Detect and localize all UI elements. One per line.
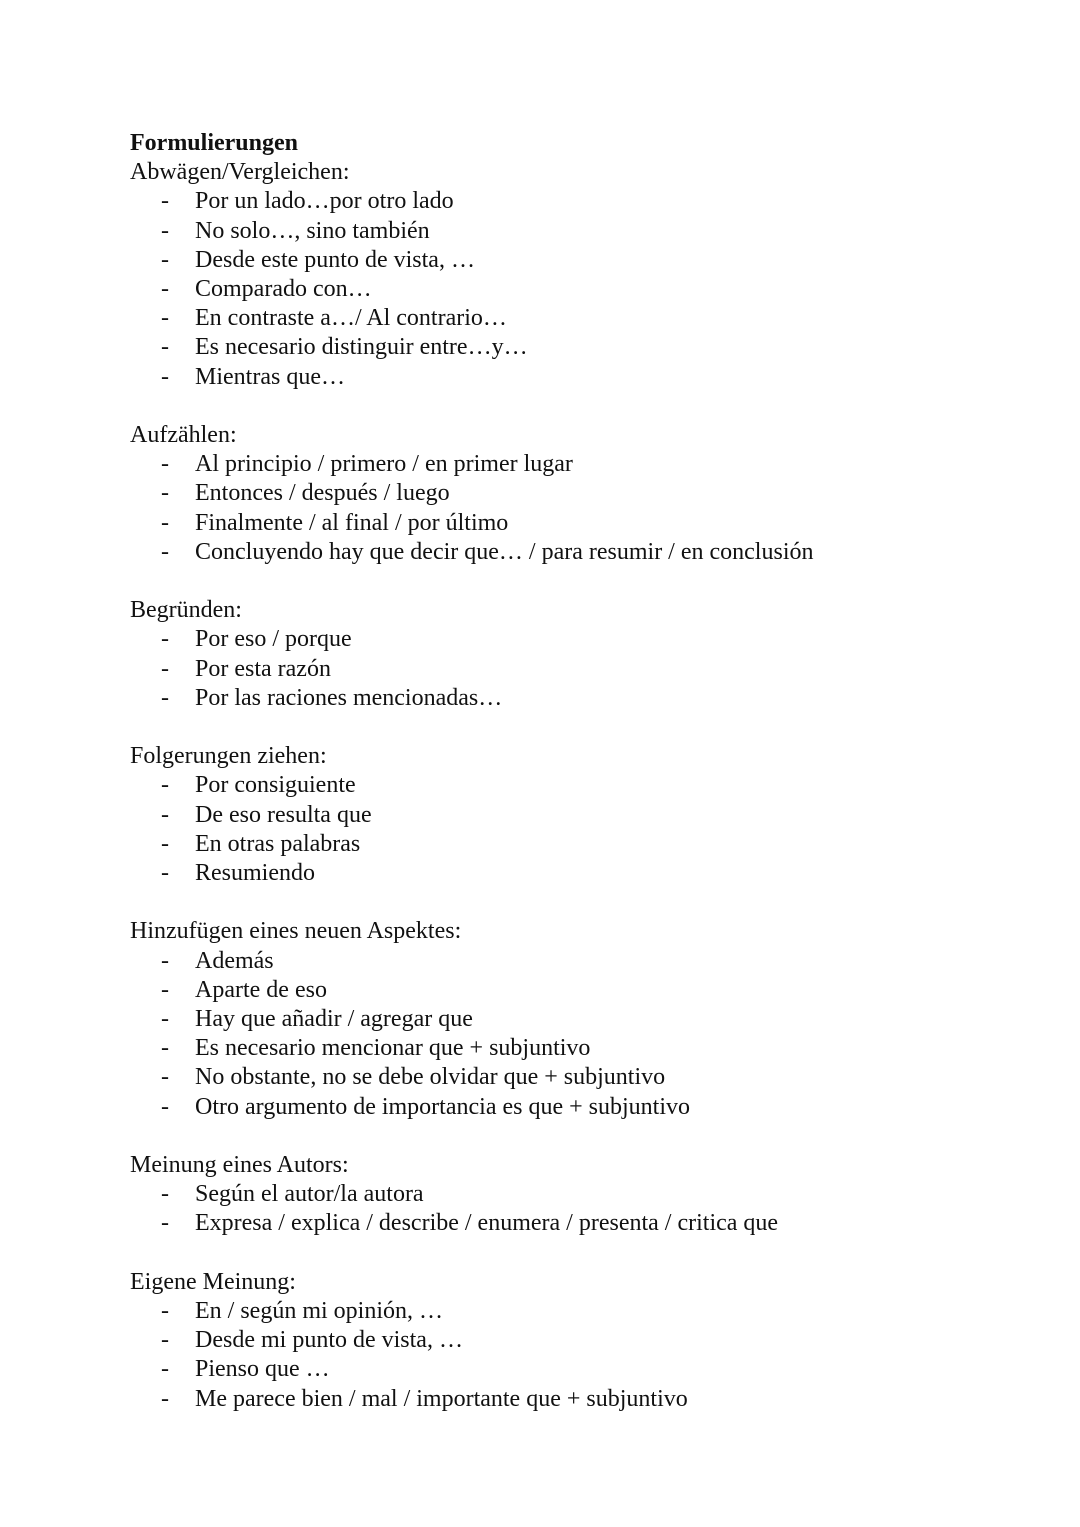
dash-bullet-icon: - [161, 188, 169, 215]
list-item [130, 333, 1030, 362]
section-heading: Aufzählen: [130, 422, 237, 449]
sections-container [130, 158, 1030, 1414]
list-item [130, 275, 1030, 304]
section [130, 742, 1030, 888]
section [130, 158, 1030, 392]
dash-bullet-icon: - [161, 626, 169, 653]
list-item-text: No solo…, sino también [195, 217, 430, 244]
list-item [130, 450, 1030, 479]
dash-bullet-icon: - [161, 451, 169, 478]
list-item [130, 1093, 1030, 1122]
list-item-text: Desde mi punto de vista, … [195, 1327, 463, 1354]
list-item-text: En / según mi opinión, … [195, 1298, 443, 1325]
dash-bullet-icon: - [161, 655, 169, 682]
list-item [130, 479, 1030, 508]
dash-bullet-icon: - [161, 305, 169, 332]
list-item-text: En contraste a…/ Al contrario… [195, 305, 507, 332]
list-item [130, 1063, 1030, 1092]
section-heading: Meinung eines Autors: [130, 1152, 349, 1179]
dash-bullet-icon: - [161, 363, 169, 390]
phrase-list [130, 1180, 1030, 1238]
list-item-text: Desde este punto de vista, … [195, 246, 475, 273]
list-item [130, 509, 1030, 538]
list-item-text: Comparado con… [195, 276, 372, 303]
dash-bullet-icon: - [161, 1035, 169, 1062]
list-item [130, 1385, 1030, 1414]
list-item [130, 684, 1030, 713]
list-item [130, 187, 1030, 216]
section [130, 917, 1030, 1121]
phrase-list [130, 1297, 1030, 1414]
dash-bullet-icon: - [161, 860, 169, 887]
dash-bullet-icon: - [161, 976, 169, 1003]
section [130, 421, 1030, 567]
list-item-text: Hay que añadir / agregar que [195, 1006, 473, 1033]
section-heading: Folgerungen ziehen: [130, 743, 327, 770]
list-item [130, 1355, 1030, 1384]
list-item-text: No obstante, no se debe olvidar que + subjuntivo [195, 1064, 666, 1091]
list-item [130, 625, 1030, 654]
list-item-text: En otras palabras [195, 830, 361, 857]
list-item [130, 1297, 1030, 1326]
section [130, 1268, 1030, 1414]
list-item [130, 1326, 1030, 1355]
dash-bullet-icon: - [161, 1181, 169, 1208]
section-heading: Abwägen/Vergleichen: [130, 159, 350, 186]
list-item-text: Pienso que … [195, 1356, 330, 1383]
list-item [130, 363, 1030, 392]
list-item [130, 1034, 1030, 1063]
dash-bullet-icon: - [161, 830, 169, 857]
list-item-text: Resumiendo [195, 860, 315, 887]
list-item [130, 217, 1030, 246]
list-item-text: Me parece bien / mal / importante que + subjuntivo [195, 1385, 688, 1412]
list-item-text: Finalmente / al final / por último [195, 509, 509, 536]
document-title: Formulierungen [130, 130, 298, 156]
list-item [130, 304, 1030, 333]
dash-bullet-icon: - [161, 1298, 169, 1325]
list-item-text: Por las raciones mencionadas… [195, 684, 503, 711]
list-item-text: Entonces / después / luego [195, 480, 450, 507]
phrase-list [130, 625, 1030, 713]
dash-bullet-icon: - [161, 947, 169, 974]
list-item [130, 655, 1030, 684]
list-item [130, 859, 1030, 888]
dash-bullet-icon: - [161, 801, 169, 828]
list-item-text: Por consiguiente [195, 772, 356, 799]
dash-bullet-icon: - [161, 538, 169, 565]
section-heading: Eigene Meinung: [130, 1268, 296, 1295]
phrase-list [130, 771, 1030, 888]
phrase-list [130, 450, 1030, 567]
list-item [130, 771, 1030, 800]
list-item [130, 801, 1030, 830]
list-item-text: Aparte de eso [195, 976, 327, 1003]
list-item-text: Expresa / explica / describe / enumera / presenta / critica que [195, 1210, 779, 1237]
dash-bullet-icon: - [161, 1327, 169, 1354]
document-page [130, 129, 1030, 1414]
list-item [130, 1180, 1030, 1209]
list-item-text: Es necesario mencionar que + subjuntivo [195, 1035, 591, 1062]
dash-bullet-icon: - [161, 1093, 169, 1120]
dash-bullet-icon: - [161, 1356, 169, 1383]
list-item [130, 830, 1030, 859]
dash-bullet-icon: - [161, 246, 169, 273]
list-item-text: Otro argumento de importancia es que + subjuntivo [195, 1093, 690, 1120]
section [130, 1151, 1030, 1239]
dash-bullet-icon: - [161, 1006, 169, 1033]
dash-bullet-icon: - [161, 772, 169, 799]
section-heading: Begründen: [130, 597, 242, 624]
list-item-text: Según el autor/la autora [195, 1181, 424, 1208]
list-item [130, 1209, 1030, 1238]
dash-bullet-icon: - [161, 334, 169, 361]
list-item [130, 1005, 1030, 1034]
dash-bullet-icon: - [161, 217, 169, 244]
phrase-list [130, 187, 1030, 391]
list-item-text: Por esta razón [195, 655, 331, 682]
dash-bullet-icon: - [161, 684, 169, 711]
list-item-text: Por eso / porque [195, 626, 352, 653]
section [130, 596, 1030, 713]
list-item-text: Concluyendo hay que decir que… / para resumir / en conclusión [195, 538, 814, 565]
dash-bullet-icon: - [161, 1385, 169, 1412]
list-item-text: Es necesario distinguir entre…y… [195, 334, 528, 361]
dash-bullet-icon: - [161, 509, 169, 536]
list-item-text: Al principio / primero / en primer lugar [195, 451, 573, 478]
phrase-list [130, 947, 1030, 1122]
section-heading: Hinzufügen eines neuen Aspektes: [130, 918, 462, 945]
list-item-text: Además [195, 947, 274, 974]
list-item [130, 947, 1030, 976]
dash-bullet-icon: - [161, 1064, 169, 1091]
dash-bullet-icon: - [161, 276, 169, 303]
list-item [130, 976, 1030, 1005]
dash-bullet-icon: - [161, 480, 169, 507]
dash-bullet-icon: - [161, 1210, 169, 1237]
list-item [130, 246, 1030, 275]
list-item-text: De eso resulta que [195, 801, 372, 828]
list-item-text: Por un lado…por otro lado [195, 188, 454, 215]
list-item-text: Mientras que… [195, 363, 345, 390]
list-item [130, 538, 1030, 567]
